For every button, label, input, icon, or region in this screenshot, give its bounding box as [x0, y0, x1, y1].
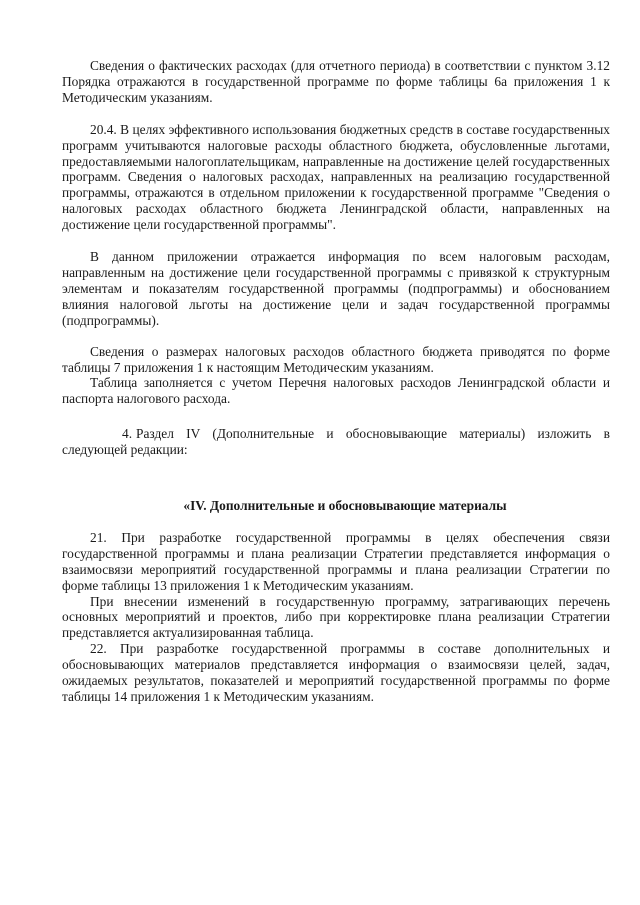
item-4 — [62, 426, 610, 458]
section-title: «IV. Дополнительные и обосновывающие материалы — [183, 498, 507, 514]
paragraph-changes: При внесении изменений в государственную программу, затрагивающих перечень основных мероприятий и проектов, либо при корректировке плана реализации Стратегии представляется актуализированная таблица. — [62, 593, 610, 641]
document-page — [62, 58, 610, 705]
paragraph-actual-expenses: Сведения о фактических расходах (для отчетного периода) в соответствии с пунктом 3.12 Порядка отражаются в государственной программе по форме таблицы 6а приложения 1 к Методическим указаниям. — [62, 58, 610, 105]
item-4-text: Раздел IV (Дополнительные и обосновывающие материалы) изложить в следующей редакции: — [62, 426, 610, 458]
paragraph-22: 22. При разработке государственной программы в составе дополнительных и обосновывающих материалов представляется информация о взаимосвязи целей, задач, ожидаемых результатов, показателей и мероприятий государственной программы по форме таблицы 14 приложения 1 к Методическим указаниям. — [62, 641, 610, 704]
paragraph-tax-expenses-size: Сведения о размерах налоговых расходов областного бюджета приводятся по форме таблицы 7 приложения 1 к настоящим Методическим указаниям. — [62, 343, 610, 375]
paragraph-appendix-info: В данном приложении отражается информация по всем налоговым расходам, направленным на достижение цели государственной программы с привязкой к структурным элементам и показателям государственной программы (подпрограммы) и обоснованием влияния налоговой льготы на достижение цели и задач государственной программы (подпрограммы). — [62, 249, 610, 328]
paragraph-20-4: 20.4. В целях эффективного использования бюджетных средств в составе государственных программ учитываются налоговые расходы областного бюджета, обусловленные льготами, предоставляемыми налогоплательщикам, направленные на достижение целей государственных программ. Сведения о налоговых расходах, направленных на реализацию государственной программы, отражаются в отдельном приложении к государственной программе "Сведения о налоговых расходах областного бюджета Ленинградской области, направленных на достижение цели государственной программы". — [62, 121, 610, 233]
item-4-number: 4. — [122, 426, 133, 442]
paragraph-21: 21. При разработке государственной программы в целях обеспечения связи государственной программы и плана реализации Стратегии представляется информация о взаимосвязи мероприятий государственной программы и плана реализации Стратегии по форме таблицы 13 приложения 1 к Методическим указаниям. — [62, 529, 610, 593]
paragraph-table-filling: Таблица заполняется с учетом Перечня налоговых расходов Ленинградской области и паспорта налогового расхода. — [62, 375, 610, 407]
